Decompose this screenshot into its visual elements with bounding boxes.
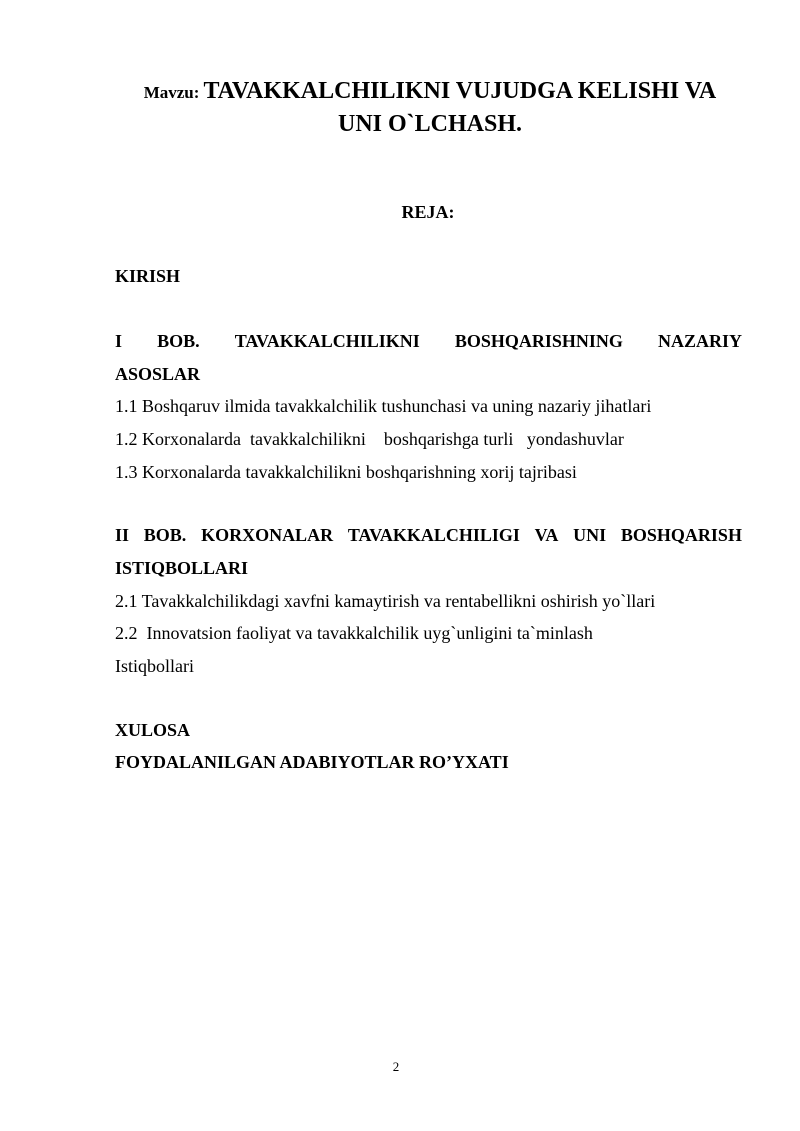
chapter2-heading-line2: ISTIQBOLLARI xyxy=(115,558,249,578)
references-heading: FOYDALANILGAN ADABIYOTLAR RO’YXATI xyxy=(115,752,509,772)
chapter2-word: II xyxy=(115,525,130,545)
chapter2-word: BOSHQARISH xyxy=(620,525,742,545)
conclusion-heading: XULOSA xyxy=(115,720,191,740)
chapter2-item: 2.2 Innovatsion faoliyat va tavakkalchilik uyg`unligini ta`minlash xyxy=(115,623,593,643)
chapter1-heading-line2: ASOSLAR xyxy=(115,364,201,384)
chapter1-word: BOSHQARISHNING xyxy=(454,331,623,351)
chapter2-item: Istiqbollari xyxy=(115,656,194,676)
plan-heading: REJA: xyxy=(401,202,455,222)
title-topic-line1: TAVAKKALCHILIKNI VUJUDGA KELISHI VA xyxy=(203,78,717,104)
chapter2-item: 2.1 Tavakkalchilikdagi xavfni kamaytirish va rentabellikni oshirish yo`llari xyxy=(115,591,656,611)
chapter2-word: VA xyxy=(534,525,559,545)
page-title xyxy=(100,76,760,142)
chapter1-item: 1.3 Korxonalarda tavakkalchilikni boshqarishning xorij tajribasi xyxy=(115,462,577,482)
chapter2-word: TAVAKKALCHILIGI xyxy=(347,525,520,545)
chapter1-word: NAZARIY xyxy=(657,331,742,351)
chapter2-word: KORXONALAR xyxy=(201,525,334,545)
title-label: Mavzu: xyxy=(143,83,200,102)
chapter1-heading-line1 xyxy=(115,330,742,352)
intro-heading: KIRISH xyxy=(115,266,181,286)
chapter1-word: I xyxy=(115,331,123,351)
chapter2-heading-line1 xyxy=(115,524,742,546)
chapter1-item: 1.2 Korxonalarda tavakkalchilikni boshqarishga turli yondashuvlar xyxy=(115,429,624,449)
chapter1-item: 1.1 Boshqaruv ilmida tavakkalchilik tushunchasi va uning nazariy jihatlari xyxy=(115,396,652,416)
title-topic-line2: UNI O`LCHASH. xyxy=(337,111,523,137)
page-number: 2 xyxy=(392,1059,400,1074)
chapter2-word: UNI xyxy=(573,525,607,545)
chapter1-word: BOB. xyxy=(157,331,200,351)
chapter2-word: BOB. xyxy=(143,525,187,545)
chapter1-word: TAVAKKALCHILIKNI xyxy=(234,331,420,351)
